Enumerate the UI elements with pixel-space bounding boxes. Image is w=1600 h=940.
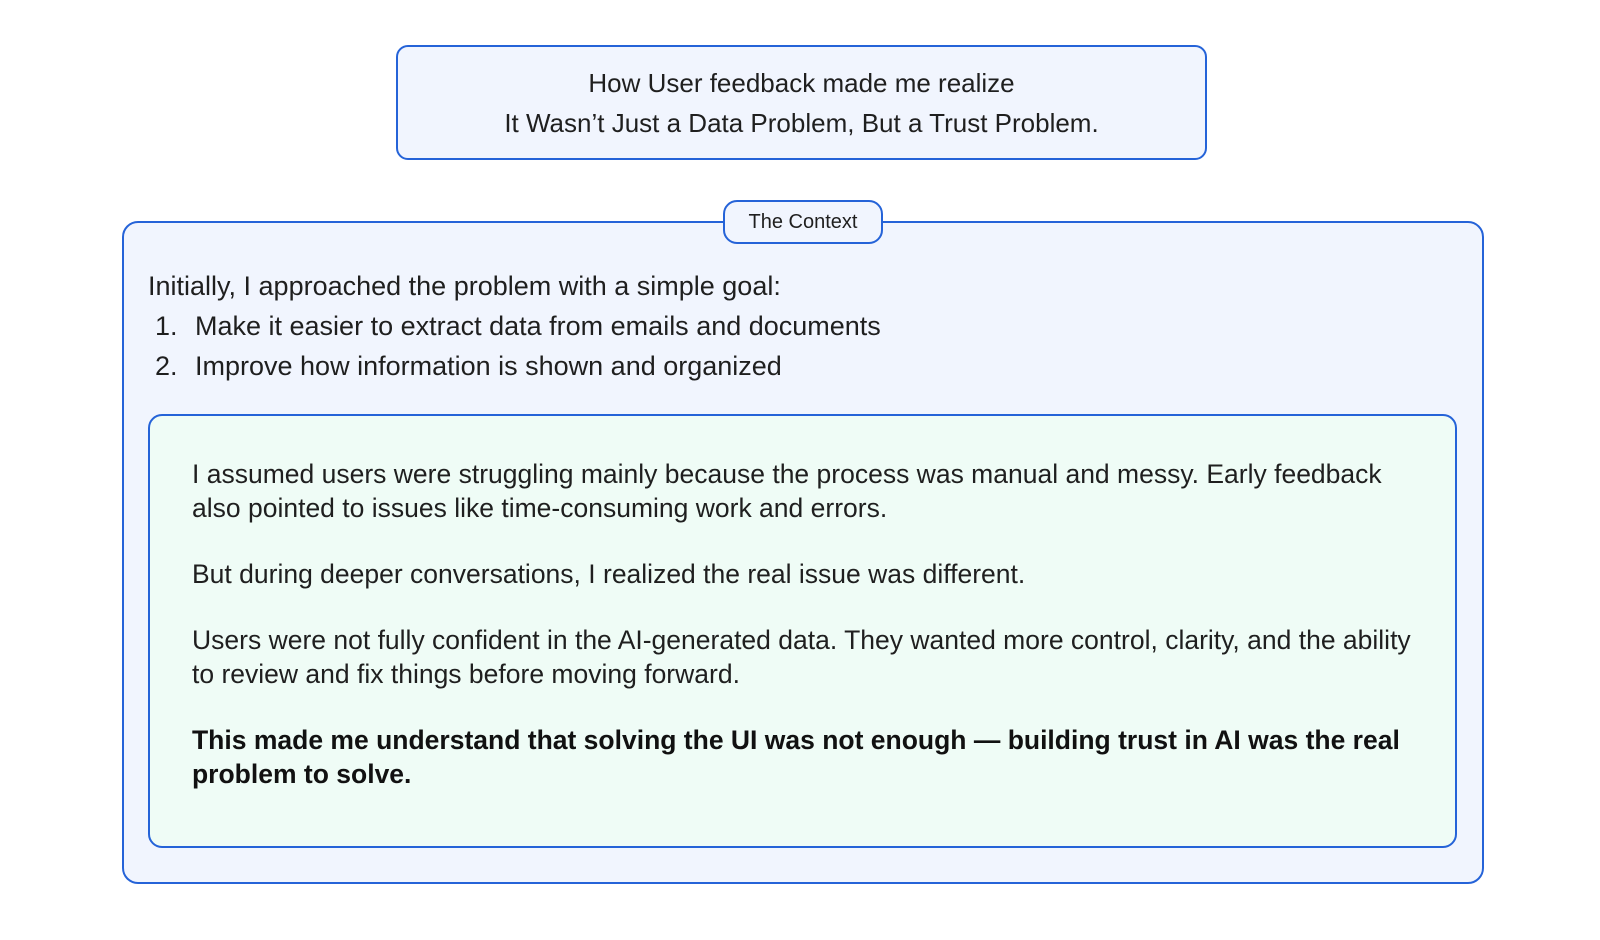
goal-number: 1.	[155, 311, 178, 341]
goal-item-2	[155, 346, 782, 386]
title-box	[396, 45, 1207, 160]
insight-paragraph-1: I assumed users were struggling mainly because the process was manual and messy. Early feedback also pointed to issues like time-consuming work and errors.	[192, 459, 1382, 523]
context-intro: Initially, I approached the problem with a simple goal:	[148, 271, 781, 301]
context-tag: The Context	[723, 200, 883, 244]
title-line-1: How User feedback made me realize	[588, 67, 1015, 98]
goal-text: Improve how information is shown and organized	[195, 351, 782, 381]
insight-paragraph-2: But during deeper conversations, I realized the real issue was different.	[192, 559, 1026, 589]
goal-item-1	[155, 306, 881, 346]
insight-paragraph-3: Users were not fully confident in the AI-generated data. They wanted more control, clarity, and the ability to review and fix things before moving forward.	[192, 625, 1411, 689]
goal-number: 2.	[155, 351, 178, 381]
goal-text: Make it easier to extract data from emails and documents	[195, 311, 881, 341]
title-line-2: It Wasn’t Just a Data Problem, But a Trust Problem.	[504, 107, 1099, 138]
insight-panel	[148, 414, 1457, 848]
insight-conclusion: This made me understand that solving the UI was not enough — building trust in AI was the real problem to solve.	[192, 725, 1400, 789]
